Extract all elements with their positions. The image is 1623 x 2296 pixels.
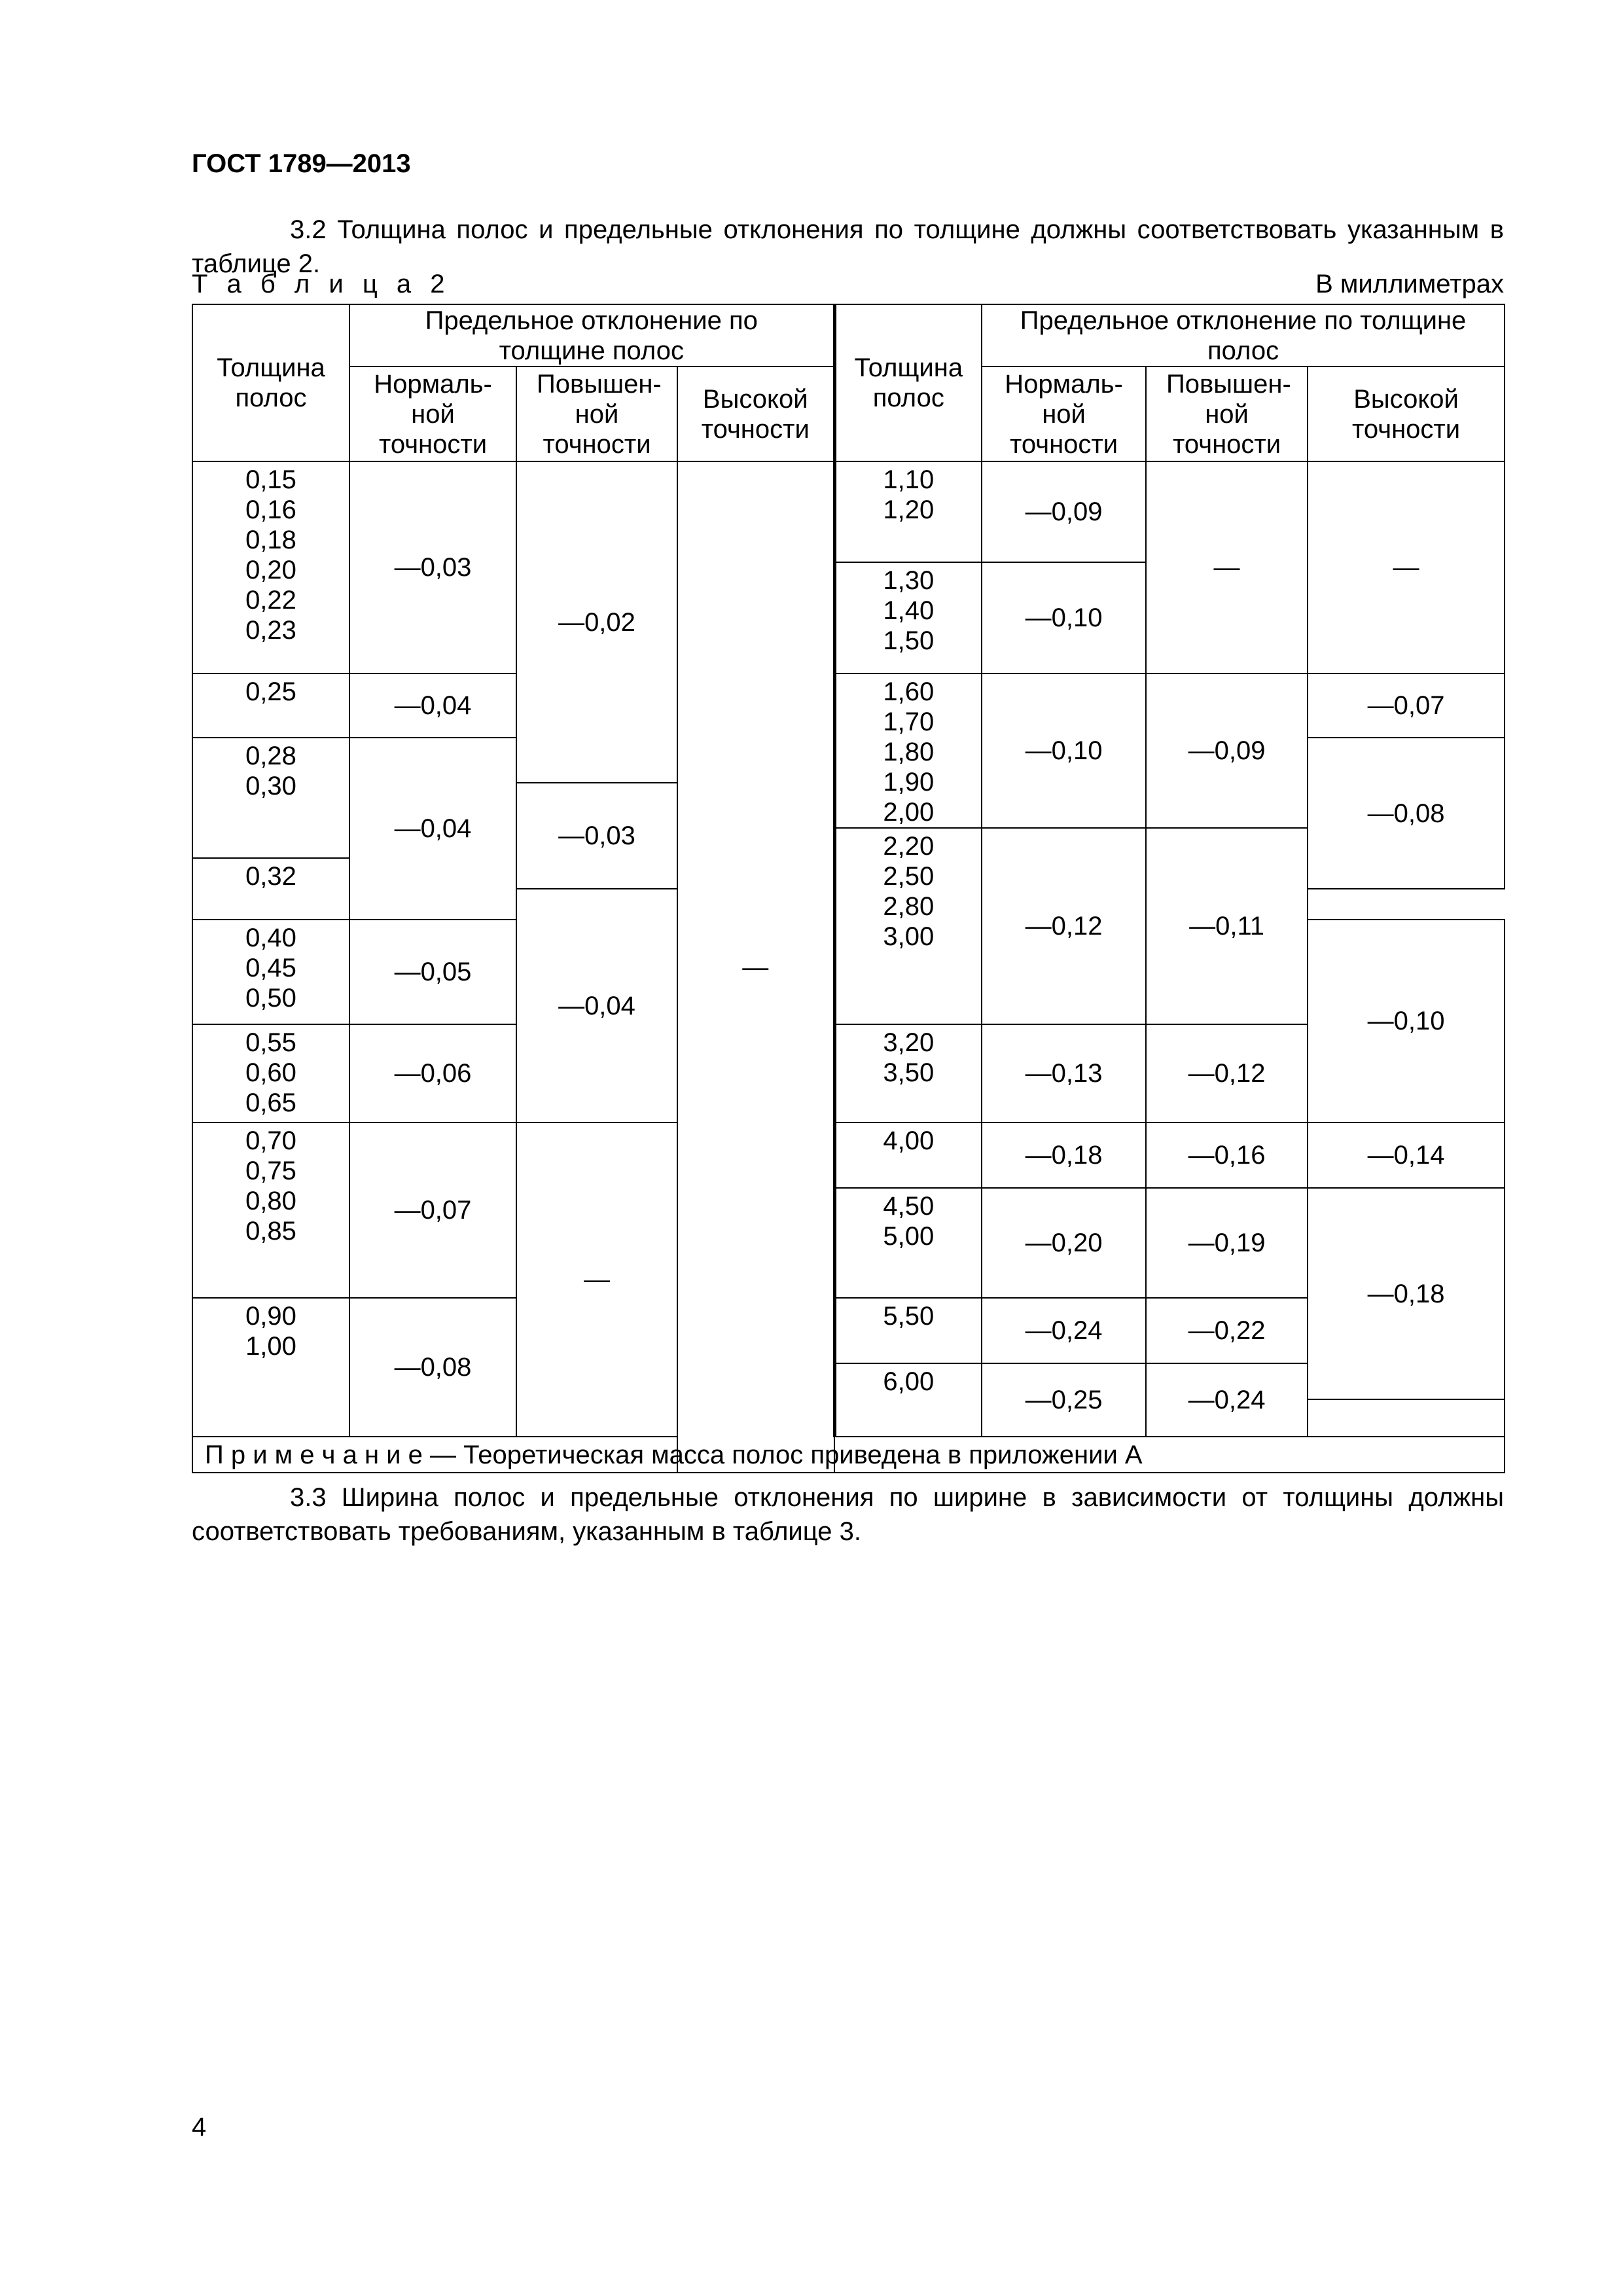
- increased-left-cell: —0,02: [516, 461, 677, 783]
- increased-right-cell: —0,19: [1146, 1188, 1308, 1298]
- thickness-tolerance-table: [192, 304, 1505, 1473]
- paragraph-3-2: 3.2 Толщина полос и предельные отклонения по толщине должны соответствовать указанным в таблице 2.: [192, 215, 1504, 278]
- normal-left-cell: —0,04: [349, 673, 516, 738]
- high-right-cell: —0,10: [1308, 920, 1505, 1122]
- thickness-cell: 6,00: [834, 1363, 982, 1437]
- header-thickness-right: Толщина полос: [834, 304, 982, 461]
- normal-right-cell: —0,20: [982, 1188, 1146, 1298]
- increased-right-cell: —: [1146, 461, 1308, 673]
- header-deviation-right: Предельное отклонение по толщине полос: [982, 304, 1505, 367]
- thickness-cell: 4,50 5,00: [834, 1188, 982, 1298]
- thickness-cell: 0,32: [192, 858, 349, 920]
- increased-left-cell: —0,03: [516, 783, 677, 889]
- high-left-cell: —: [677, 461, 834, 1473]
- table-caption: Т а б л и ц а 2: [192, 270, 451, 298]
- normal-right-cell: —0,09: [982, 461, 1146, 562]
- increased-left-cell: —0,04: [516, 889, 677, 1122]
- header-high-right: Высокой точности: [1308, 367, 1505, 461]
- increased-left-cell: —: [516, 1122, 677, 1437]
- normal-right-cell: —0,10: [982, 562, 1146, 673]
- high-right-cell: —0,07: [1308, 673, 1505, 738]
- normal-left-cell: —0,06: [349, 1024, 516, 1122]
- normal-left-cell: —0,08: [349, 1298, 516, 1437]
- thickness-cell: 0,40 0,45 0,50: [192, 920, 349, 1024]
- thickness-cell: 3,20 3,50: [834, 1024, 982, 1122]
- thickness-cell: 2,20 2,50 2,80 3,00: [834, 828, 982, 1024]
- thickness-cell: 4,00: [834, 1122, 982, 1188]
- increased-right-cell: —0,22: [1146, 1298, 1308, 1363]
- thickness-cell: 0,90 1,00: [192, 1298, 349, 1437]
- high-right-empty: [1308, 1399, 1505, 1437]
- table-note: П р и м е ч а н и е — Теоретическая масса полос приведена в приложении А: [192, 1437, 1505, 1473]
- document-header: ГОСТ 1789—2013: [192, 149, 411, 178]
- thickness-cell: 1,60 1,70 1,80 1,90 2,00: [834, 673, 982, 828]
- normal-right-cell: —0,24: [982, 1298, 1146, 1363]
- increased-right-cell: —0,09: [1146, 673, 1308, 828]
- normal-right-cell: —0,12: [982, 828, 1146, 1024]
- header-thickness-left: Толщина полос: [192, 304, 349, 461]
- header-increased-left: Повышен-ной точности: [516, 367, 677, 461]
- header-increased-right: Повышен-ной точности: [1146, 367, 1308, 461]
- normal-right-cell: —0,13: [982, 1024, 1146, 1122]
- high-right-cell: —0,08: [1308, 738, 1505, 889]
- thickness-cell: 0,15 0,16 0,18 0,20 0,22 0,23: [192, 461, 349, 673]
- thickness-cell: 1,10 1,20: [834, 461, 982, 562]
- thickness-cell: 0,70 0,75 0,80 0,85: [192, 1122, 349, 1298]
- normal-left-cell: —0,05: [349, 920, 516, 1024]
- thickness-cell: 0,28 0,30: [192, 738, 349, 858]
- increased-right-cell: —0,24: [1146, 1363, 1308, 1437]
- table-units: В миллиметрах: [1315, 270, 1504, 298]
- normal-right-cell: —0,10: [982, 673, 1146, 828]
- increased-right-cell: —0,11: [1146, 828, 1308, 1024]
- thickness-cell: 0,55 0,60 0,65: [192, 1024, 349, 1122]
- paragraph-3-3: 3.3 Ширина полос и предельные отклонения по ширине в зависимости от толщины должны соответствовать требованиям, указанным в таблице 3.: [192, 1483, 1504, 1546]
- header-normal-left: Нормаль-ной точности: [349, 367, 516, 461]
- high-right-cell: —: [1308, 461, 1505, 673]
- header-deviation-left: Предельное отклонение по толщине полос: [349, 304, 834, 367]
- header-normal-right: Нормаль-ной точности: [982, 367, 1146, 461]
- high-right-cell: —0,14: [1308, 1122, 1505, 1188]
- normal-right-cell: —0,18: [982, 1122, 1146, 1188]
- page-number: 4: [192, 2113, 207, 2142]
- thickness-cell: 0,25: [192, 673, 349, 738]
- normal-left-cell: —0,07: [349, 1122, 516, 1298]
- thickness-cell: 5,50: [834, 1298, 982, 1363]
- header-high-left: Высокой точности: [677, 367, 834, 461]
- normal-right-cell: —0,25: [982, 1363, 1146, 1437]
- normal-left-cell: —0,04: [349, 738, 516, 920]
- high-right-cell: —0,18: [1308, 1188, 1505, 1399]
- increased-right-cell: —0,16: [1146, 1122, 1308, 1188]
- thickness-cell: 1,30 1,40 1,50: [834, 562, 982, 673]
- increased-right-cell: —0,12: [1146, 1024, 1308, 1122]
- normal-left-cell: —0,03: [349, 461, 516, 673]
